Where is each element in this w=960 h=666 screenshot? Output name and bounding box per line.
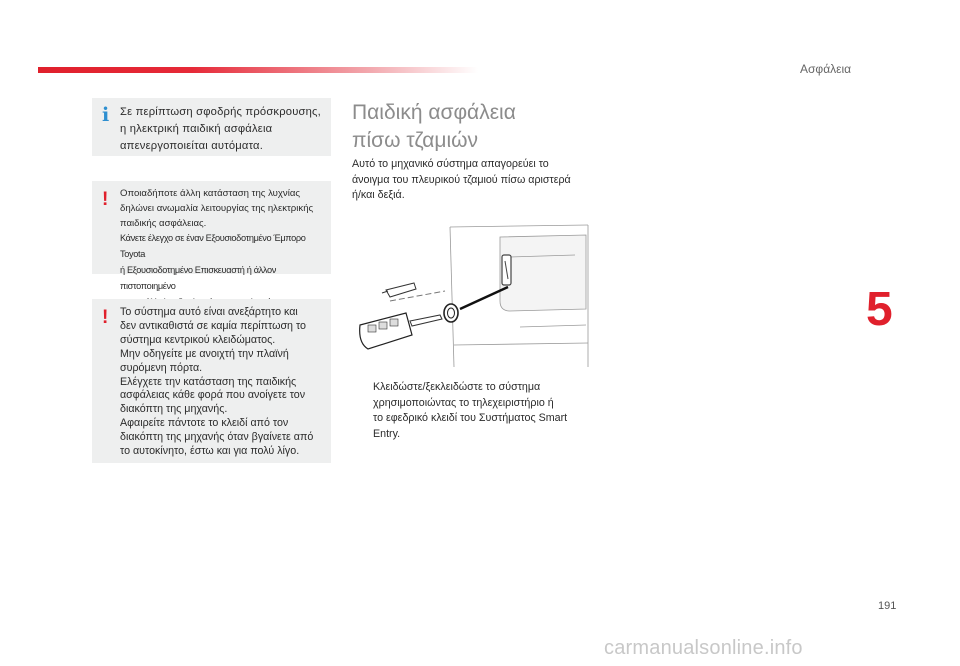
page-heading — [352, 99, 516, 155]
heading-line: Παιδική ασφάλεια — [352, 101, 516, 124]
warning-line: Το σύστημα αυτό είναι ανεξάρτητο και — [120, 306, 298, 318]
info-line: Σε περίπτωση σφοδρής πρόσκρουσης, — [120, 106, 321, 118]
section-title: Ασφάλεια — [800, 62, 852, 76]
page-number: 191 — [878, 600, 897, 612]
warning-line: ή Εξουσιοδοτημένο Επισκευαστή ή άλλον πιστοποιημένο — [120, 264, 277, 291]
intro-line: Αυτό το μηχανικό σύστημα απαγορεύει το — [352, 158, 549, 170]
warning-icon: ! — [102, 189, 109, 210]
header-accent-bar — [38, 67, 478, 73]
warning-line: σύστημα κεντρικού κλειδώματος. — [120, 333, 276, 346]
instruction-step — [352, 380, 597, 442]
warning-line: δηλώνει ανωμαλία λειτουργίας της ηλεκτρικής — [120, 202, 314, 214]
warning-note-indicator — [92, 181, 331, 291]
child-lock-illustration — [350, 217, 590, 367]
info-note — [92, 98, 331, 156]
step-line: Entry. — [373, 427, 401, 440]
heading-line: πίσω τζαμιών — [352, 129, 478, 152]
warning-line: παιδικής ασφάλειας. — [120, 217, 207, 229]
warning-line: Αφαιρείτε πάντοτε το κλειδί από τον — [120, 417, 289, 430]
warning-line: Ελέγχετε την κατάσταση της παιδικής — [120, 375, 297, 388]
warning-line: διακόπτη της μηχανής όταν βγαίνετε από — [120, 431, 314, 444]
door-latch-icon — [502, 255, 511, 285]
warning-line: ασφάλειας κάθε φορά που ανοίγετε τον — [120, 389, 306, 402]
warning-line: δεν αντικαθιστά σε καμία περίπτωση το — [120, 319, 306, 332]
warning-line: διακόπτη της μηχανής. — [120, 403, 228, 416]
warning-icon: ! — [102, 307, 109, 328]
step-line: χρησιμοποιώντας το τηλεχειριστήριο ή — [373, 396, 554, 409]
watermark: carmanualsonline.info — [604, 637, 803, 659]
step-line: το εφεδρικό κλειδί του Συστήματος Smart — [373, 412, 568, 424]
info-line: απενεργοποιείται αυτόματα. — [120, 140, 264, 152]
intro-paragraph — [352, 157, 597, 204]
warning-line: Κάνετε έλεγχο σε έναν Εξουσιοδοτημένο Έμπορο Toyota — [120, 233, 306, 260]
intro-line: ή/και δεξιά. — [352, 189, 405, 201]
remote-key-icon — [360, 313, 442, 349]
chapter-number: 5 — [866, 283, 893, 336]
warning-line: Οποιαδήποτε άλλη κατάσταση της λυχνίας — [120, 188, 301, 199]
intro-line: άνοιγμα του πλευρικού τζαμιού πίσω αριστερά — [352, 173, 571, 186]
lock-cylinder-icon — [444, 304, 458, 322]
info-icon: i — [102, 104, 110, 126]
step-line: Κλειδώστε/ξεκλειδώστε το σύστημα — [373, 381, 541, 393]
warning-line: Μην οδηγείτε με ανοιχτή την πλαϊνή — [120, 347, 289, 360]
warning-note-system — [92, 299, 331, 463]
info-line: η ηλεκτρική παιδική ασφάλεια — [120, 123, 273, 135]
warning-line: το αυτοκίνητο, έστω και για πολύ λίγο. — [120, 445, 300, 458]
key-blade-icon — [382, 283, 416, 297]
warning-line: συρόμενη πόρτα. — [120, 361, 203, 374]
